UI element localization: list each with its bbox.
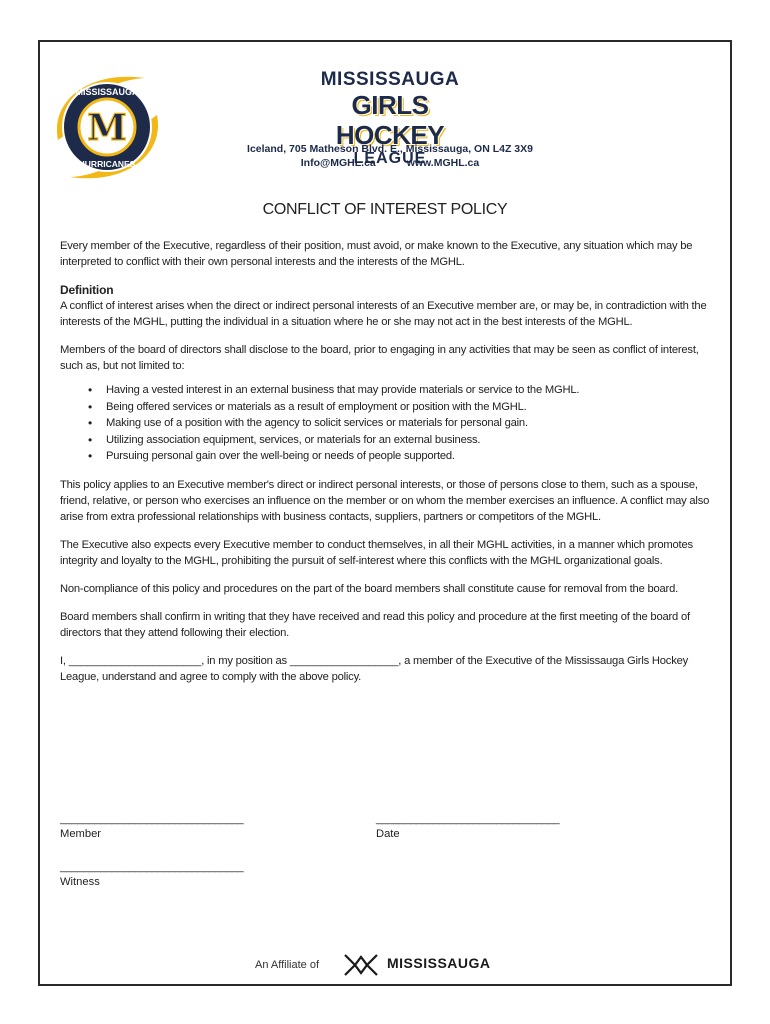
website-link[interactable]: www.MGHL.ca [406, 157, 480, 169]
definition-paragraph: A conflict of interest arises when the direct or indirect personal interests of an Executive member are, or may be, in contradiction with the interests of the MGHL, putting the individual in a situation where he or she may not act in the best interests of the MGHL. [60, 300, 707, 328]
brand-line3: LEAGUE [353, 150, 427, 167]
non-compliance-paragraph: Non-compliance of this policy and procedures on the part of the board members shall constitute cause for removal from the board. [60, 582, 679, 595]
list-item: • Utilizing association equipment, services, or materials for an external business. [88, 432, 712, 449]
date-signature[interactable] [376, 812, 559, 842]
logo-letter: M [87, 107, 127, 149]
witness-label: Witness [60, 876, 100, 888]
expects-paragraph: The Executive also expects every Executive member to conduct themselves, in all their MGHL activities, in a manner which promotes integrity and loyalty to the MGHL, prohibiting the pursuit of self-interest where this conflicts with the MGHL organizational goals. [60, 538, 693, 567]
disclose-paragraph: Members of the board of directors shall disclose to the board, prior to engaging in any activities that may be seen as conflict of interest, such as, but not limited to: [60, 344, 699, 372]
signature-line: ________________________________ [60, 813, 244, 825]
confirm-paragraph: Board members shall confirm in writing that they have received and read this policy and procedure at the first meeting of the board of directors that they attend following their election. [60, 610, 690, 639]
member-label: Member [60, 828, 102, 840]
intro-paragraph: Every member of the Executive, regardless of their position, must avoid, or make known to the Executive, any situation which may be interpreted to conflict with their own personal interests and the interests of the MGHL. [60, 240, 693, 268]
list-item: • Being offered services or materials as a result of employment or position with the MGHL. [88, 399, 712, 416]
member-signature[interactable] [60, 812, 243, 842]
date-label: Date [376, 828, 400, 840]
document-title: CONFLICT OF INTEREST POLICY [262, 201, 508, 218]
conflict-list [88, 382, 712, 465]
policy-body [60, 238, 712, 697]
signature-line: ________________________________ [60, 861, 244, 873]
hurricanes-logo [50, 70, 165, 185]
signature-line: ________________________________ [376, 813, 560, 825]
affiliate-footer [255, 950, 495, 980]
applies-paragraph: This policy applies to an Executive member's direct or indirect personal interests, or those of persons close to them, such as a spouse, friend, relative, or person who exercises an influence on the member or on whom the member exercises an influence. A conflict may also arise from extra professional relationships with business contacts, suppliers, partners or competitors of the MGHL. [60, 478, 710, 523]
definition-heading: Definition [60, 283, 114, 297]
logo-bottom-text: HURRICANES [78, 159, 136, 169]
list-item: • Pursuing personal gain over the well-being or needs of people supported. [88, 448, 712, 465]
affiliate-text: An Affiliate of [255, 959, 320, 971]
brand-line1: MISSISSAUGA [320, 69, 460, 90]
witness-signature[interactable] [60, 860, 243, 890]
partner-name: MISSISSAUGA [387, 955, 491, 971]
mississauga-mark-icon [343, 952, 379, 978]
contact-block [200, 142, 580, 170]
email-link[interactable]: Info@MGHL.ca [300, 157, 376, 169]
list-item: • Having a vested interest in an external business that may provide materials or service to the MGHL. [88, 382, 712, 399]
list-item: • Making use of a position with the agency to solicit services or materials for personal gain. [88, 415, 712, 432]
attestation-paragraph: I, ______________________, in my position as __________________, a member of the Executive of the Mississauga Girls Hockey League, understand and agree to comply with the above policy. [60, 654, 689, 683]
brand-line2: GIRLS HOCKEY [335, 90, 445, 150]
address-line: Iceland, 705 Matheson Blvd. E., Mississauga, ON L4Z 3X9 [247, 143, 533, 155]
logo-top-text: MISSISSAUGA [75, 87, 139, 97]
